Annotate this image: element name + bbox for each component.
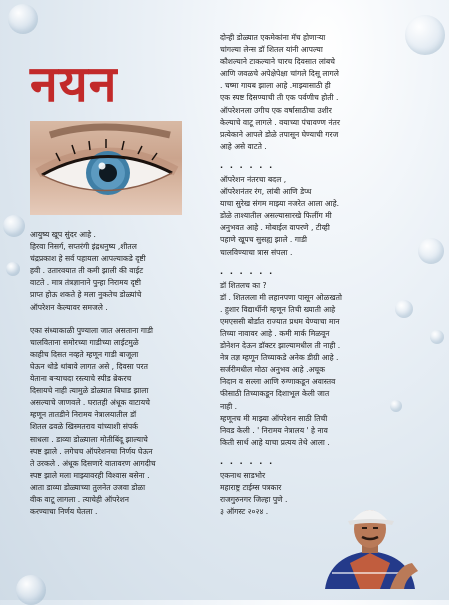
separator: . . . . . . — [220, 456, 275, 466]
result-paragraph: दोन्ही डोळ्यात एकमेकांना मॅच होणाऱ्या चांगल्या लेन्स डॉ शितल यांनी आपल्या कौशल्याने टाकल्याने चारच दिवसात लांबचे आणि जवळचे अपेक्षेपेक्षा चांगले दिसू लागले . चष्मा गायब झाला आहे .माझ्यासाठी ही एक स्पष्ट दिसण्याची ती एक पर्वणीच होती . ऑपरेशनला उगीच एक वर्षासाठीचा उशीर केल्याचे वाटू लागले . वयाच्या पंचावण्ण नंतर प्रत्येकाने आपले डोळे तपासून घेण्याची गरज आहे असे वाटते . — [220, 33, 340, 151]
bubble-decoration — [430, 330, 444, 344]
author-photo-icon — [320, 493, 420, 589]
author-signature: एकनाथ साडभोर महाराष्ट्र टाईम्स पत्रकार राजगुरुनगर जिल्हा पुणे . ३ ऑगस्ट २०२४ . — [220, 470, 288, 517]
intro-paragraph: आयुष्य खूप सुंदर आहे . हिरवा निसर्ग, सप्तरंगी इंद्रधनुष्य ,शीतल चंद्रप्रकाश हे सर्व पहायला आपल्याकडे दृष्टी हवी . उतारवयात ती कमी झाली की वाईट वाटते . मात्र तंत्रज्ञानाने पुन्हा निरामय दृष्टी प्राप्त होऊ शकते हे मला नुकतेच डोळ्यांचे ऑपरेशन केल्यावर समजले . — [30, 230, 146, 312]
eye-icon — [30, 121, 182, 215]
left-column — [30, 229, 200, 518]
bubble-decoration — [16, 575, 46, 605]
separator: . . . . . . — [220, 160, 275, 170]
separator: . . . . . . — [220, 266, 275, 276]
story-paragraph: एका संध्याकाळी पुण्याला जात असताना गाडी चालविताना समोरच्या गाडीच्या लाईटमुळे काहीच दिसत नव्हते म्हणून गाडी बाजूला घेऊन थोडे थांबावे लागत असे , दिवसा परत येताना बऱ्याचदा रस्त्याचे स्पीड ब्रेकरच दिसायचे नाही त्यामुळे डोळ्यात बिघाड झाला असल्याचे जाणवले . घरातही अंधूक वाटायचे म्हणून तातडीने निरामय नेत्रालयातील डॉ शितल ढवळे खिस्मतराव यांच्याशी संपर्क साधला . डाव्या डोळ्याला मोतीबिंदू झाल्याचे स्पष्ट झाले . लगेचच ऑपरेशनचा निर्णय घेऊन ते उरकले . अंधूक दिसणारे वातावरण आगदीच स्पष्ट झाले मला माझ्यावरही विश्वास बसेना . आता डाव्या डोळ्याच्या तुलनेत उजवा डोळा वीक वाटू लागला . त्याचेही ऑपरेशन करण्याचा निर्णय घेतला . — [30, 325, 156, 517]
eye-photo — [30, 121, 182, 215]
right-column — [220, 32, 430, 518]
page-title: नयन — [30, 55, 118, 113]
bubble-decoration — [6, 262, 20, 276]
bubble-decoration — [3, 215, 25, 237]
bubble-decoration — [8, 4, 38, 34]
doctor-paragraph: डॉ शितलच का ? डॉ . शितलला मी लहानपणा पासून ओळखतो . हुशार विद्यार्थीनी म्हणून तिची ख्याती आहे एमएससी बोर्डात राज्यात प्रथम येण्याचा मान तिच्या नावावर आहे . कमी मार्क मिळवून डोनेशन देऊन डॉक्टर झाल्यामधील ती नाही . नेत्र तज्ञ म्हणून तिच्याकडे अनेक डीग्री आहे . सर्जरीमधील मोठा अनुभव आहे .अचूक निदान व सल्ला आणि रुग्णाकडून अवास्तव फीसाठी तिच्याकडून दिशाभूल केली जात नाही . म्हणूनच मी माझ्या ऑपरेशन साठी तिची निवड केली . ' निरामय नेत्रालय ' हे नाव किती सार्थ आहे याचा प्रत्यय तेथे आला . — [220, 280, 342, 447]
author-photo — [320, 493, 420, 589]
change-paragraph: ऑपरेशन नंतरचा बदल , ऑपरेशनंतर रंग, लांबी आणि डेप्थ याचा सुरेख संगम माझ्या नजरेत आला आहे. डोळे ताश्यातील असल्यासारखे फिलींग मी अनुभवत आहे . मोबाईल वापरणे , टीव्ही पहाणे खूपच सुसह्य झाले . गाडी चालविण्याचा त्रास संपला . — [220, 174, 340, 257]
